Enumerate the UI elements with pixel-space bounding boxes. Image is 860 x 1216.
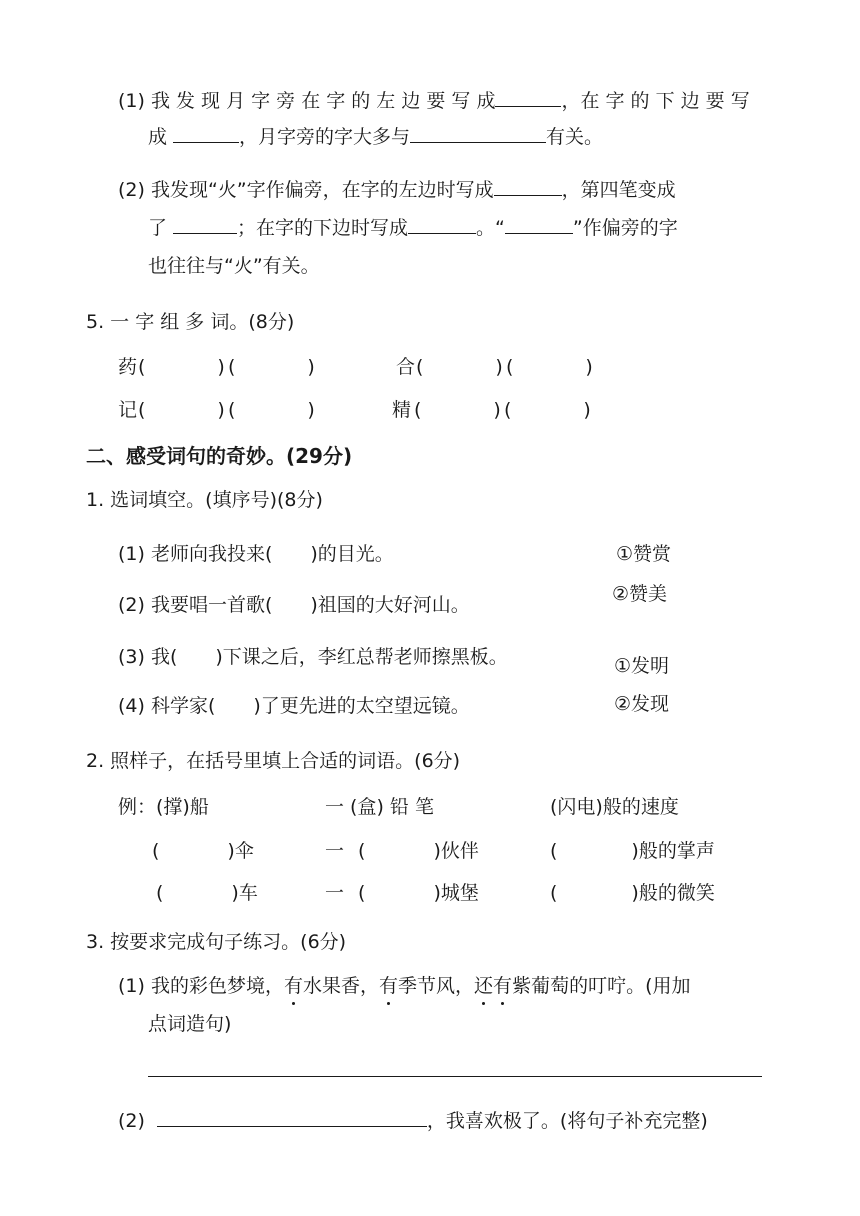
- q5-paren-2b[interactable]: ( ): [506, 356, 593, 378]
- q5-paren-3b[interactable]: ( ): [228, 399, 315, 421]
- q4-p2-text-d: ；在字的下边时写成: [237, 217, 409, 239]
- s2q2-example-3: (闪电)般的速度: [550, 796, 679, 818]
- s2q2-row1-col3[interactable]: ( )般的掌声: [550, 840, 715, 862]
- q4-p2-text-a: (2) 我发现“火”字作偏旁，在字的左边时写成: [118, 179, 494, 201]
- s2q3-sentence-1: (1) 我的彩色梦境，有水果香，有季节风，还有紫葡萄的叮咛。(用加: [118, 975, 691, 997]
- q4-p2-text-f: ”作偏旁的字: [572, 217, 678, 239]
- s2q2-row2-col1[interactable]: ( )车: [156, 882, 258, 904]
- q4-p2-line3: 也往往与“火”有关。: [148, 255, 320, 277]
- q4-p1-text-a: (1) 我 发 现 月 字 旁 在 字 的 左 边 要 写 成: [118, 90, 496, 112]
- s2q1-option-1: ①赞赏: [616, 543, 672, 565]
- q5-paren-4a[interactable]: ( ): [414, 399, 501, 421]
- q4-p2-line2: [148, 215, 678, 240]
- q5-char-3: 记: [118, 399, 138, 421]
- s2q2-title: 2. 照样子，在括号里填上合适的词语。(6分): [86, 750, 461, 772]
- q5-title: 5. 一 字 组 多 词。(8分): [86, 311, 295, 333]
- q4-p1-text-c: 成: [148, 126, 168, 148]
- s2q2-row2-col3[interactable]: ( )般的微笑: [550, 882, 715, 904]
- q4-p2-text-b: ，第四笔变成: [561, 179, 676, 201]
- q4-p1-line1: [118, 88, 750, 113]
- q5-paren-4b[interactable]: ( ): [504, 399, 591, 421]
- q5-char-1: 药: [118, 356, 138, 378]
- q4-p1-blank-1[interactable]: [495, 88, 561, 107]
- s2q1-option-4: ②发现: [614, 693, 670, 715]
- q5-paren-1a[interactable]: ( ): [138, 356, 225, 378]
- q4-p2-blank-1[interactable]: [494, 177, 562, 196]
- s2q3-answer-line-1[interactable]: [148, 1076, 762, 1077]
- s2q1-option-3: ①发明: [614, 655, 670, 677]
- emphasis-you-3: 有: [493, 975, 513, 997]
- q5-paren-3a[interactable]: ( ): [138, 399, 225, 421]
- q4-p2-text-c: 了: [148, 217, 168, 239]
- s2q2-example-1: 例：(撑)船: [118, 796, 209, 818]
- s2q1-sentence-2: (2) 我要唱一首歌( )祖国的大好河山。: [118, 594, 470, 616]
- q4-p2-line1: [118, 177, 676, 202]
- s2q2-example-2: 一 (盒) 铅 笔: [325, 796, 434, 818]
- q4-p1-text-d: ，月字旁的字大多与: [239, 126, 411, 148]
- emphasis-hai: 还: [474, 975, 494, 997]
- s2q3-sentence-1-line2: 点词造句): [148, 1013, 232, 1035]
- q5-paren-1b[interactable]: ( ): [228, 356, 315, 378]
- s2q2-row1-col1[interactable]: ( )伞: [152, 840, 254, 862]
- s2q3-title: 3. 按要求完成句子练习。(6分): [86, 931, 347, 953]
- s2q1-title: 1. 选词填空。(填序号)(8分): [86, 489, 323, 511]
- q4-p1-blank-2[interactable]: [173, 124, 239, 143]
- q4-p1-text-e: 有关。: [546, 126, 604, 148]
- s2q3-blank-2[interactable]: [157, 1108, 427, 1127]
- q4-p2-blank-4[interactable]: [505, 215, 573, 234]
- q4-p1-text-b: ，在 字 的 下 边 要 写: [561, 90, 750, 112]
- q5-char-4: 精: [392, 399, 412, 421]
- q4-p2-blank-3[interactable]: [408, 215, 476, 234]
- s2q1-sentence-4: (4) 科学家( )了更先进的太空望远镜。: [118, 695, 470, 717]
- q5-paren-2a[interactable]: ( ): [416, 356, 503, 378]
- section2-title: 二、感受词句的奇妙。(29分): [86, 444, 353, 468]
- q4-p1-line2: [148, 124, 603, 149]
- s2q3-sentence-2: (2) ，我喜欢极了。(将句子补充完整): [118, 1110, 708, 1132]
- q4-p2-text-e: 。“: [476, 217, 505, 239]
- q4-p1-blank-3[interactable]: [410, 124, 546, 143]
- q5-char-2: 合: [396, 356, 416, 378]
- s2q1-sentence-3: (3) 我( )下课之后，李红总帮老师擦黑板。: [118, 646, 508, 668]
- s2q1-sentence-1: (1) 老师向我投来( )的目光。: [118, 543, 394, 565]
- emphasis-you-1: 有: [283, 975, 303, 997]
- s2q2-row1-col2[interactable]: 一 ( )伙伴: [325, 840, 479, 862]
- s2q1-option-2: ②赞美: [612, 583, 668, 605]
- q4-p2-blank-2[interactable]: [173, 215, 237, 234]
- s2q2-row2-col2[interactable]: 一 ( )城堡: [325, 882, 479, 904]
- emphasis-you-2: 有: [379, 975, 399, 997]
